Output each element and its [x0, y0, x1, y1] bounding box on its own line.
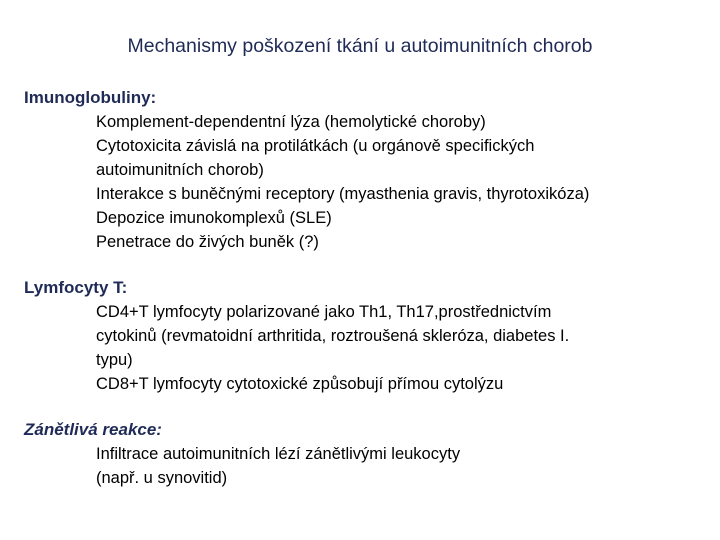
list-item: Depozice imunokomplexů (SLE): [96, 209, 332, 227]
section-t-lymphocytes: [24, 276, 704, 396]
t-lymphocytes-list: [24, 300, 704, 396]
list-item: CD4+T lymfocyty polarizované jako Th1, Th17,prostřednictvím cytokinů (revmatoidní arthritida, roztroušená skleróza, diabetes I. typu): [96, 303, 570, 369]
section-immunoglobulins: [24, 86, 704, 254]
inflammatory-reaction-list: [24, 442, 704, 490]
list-item: Cytotoxicita závislá na protilátkách (u orgánově specifických autoimunitních chorob): [96, 137, 535, 179]
list-item: Penetrace do živých buněk (?): [96, 233, 319, 251]
slide-title: Mechanismy poškození tkání u autoimunitních chorob: [127, 35, 593, 57]
section-heading-immunoglobulins: Imunoglobuliny:: [24, 88, 157, 107]
list-item: CD8+T lymfocyty cytotoxické způsobují přímou cytolýzu: [96, 375, 504, 393]
immunoglobulins-list: [24, 110, 704, 254]
list-item: Komplement-dependentní lýza (hemolytické choroby): [96, 113, 486, 131]
section-inflammatory-reaction: [24, 418, 704, 490]
section-heading-t-lymphocytes: Lymfocyty T:: [24, 278, 128, 297]
list-item: Interakce s buněčnými receptory (myasthenia gravis, thyrotoxikóza): [96, 185, 590, 203]
list-item: Infiltrace autoimunitních lézí zánětlivými leukocyty (např. u synovitid): [96, 445, 461, 487]
section-heading-inflammatory-reaction: Zánětlivá reakce:: [24, 420, 162, 439]
